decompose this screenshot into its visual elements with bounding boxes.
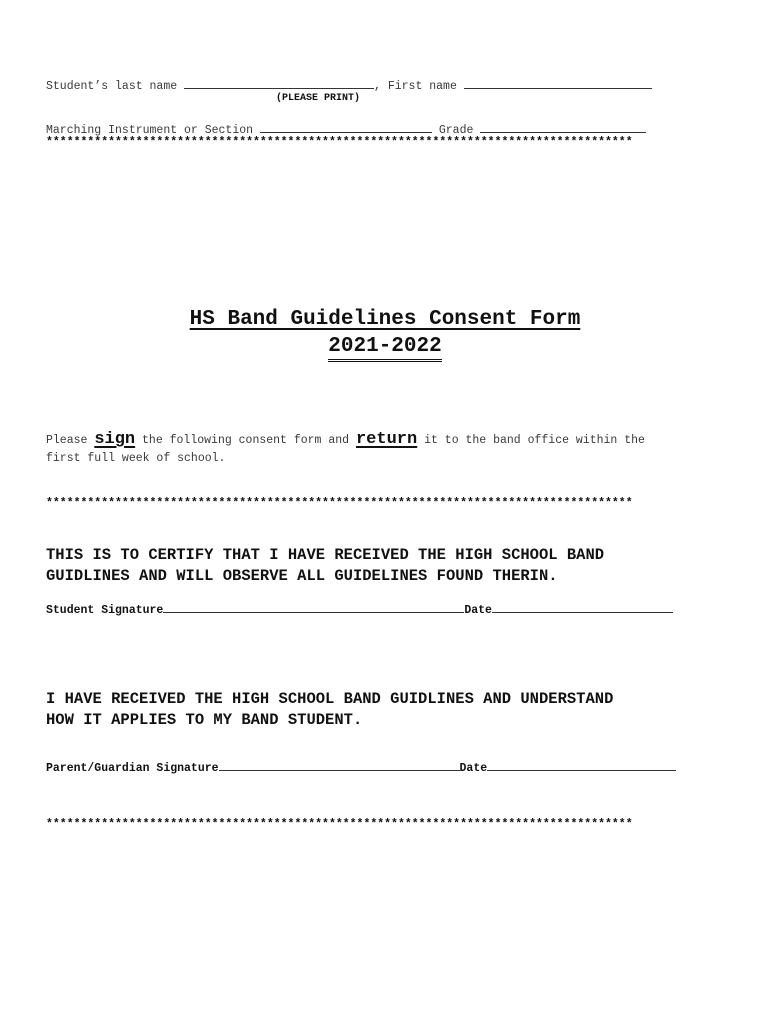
sign-emphasis: sign [94,430,136,449]
parent-statement-line1: I HAVE RECEIVED THE HIGH SCHOOL BAND GUIDLINES AND UNDERSTAND [46,690,614,708]
form-title: HS Band Guidelines Consent Form [189,308,581,331]
instructions-line1 [46,430,645,449]
parent-date-field[interactable] [487,759,676,771]
instructions-text-2: the following consent form and [135,434,356,447]
first-name-label: , First name [374,80,457,93]
instrument-row [46,121,646,137]
student-date-field[interactable] [492,601,673,613]
parent-date-label: Date [459,762,488,775]
student-date-label: Date [464,604,492,617]
last-name-label: Student’s last name [46,80,178,93]
instrument-field[interactable] [260,121,432,133]
grade-label: Grade [438,124,474,137]
student-signature-row [46,601,673,617]
instructions-line2: first full week of school. [46,452,226,465]
separator-top: ************************************************************************************* [46,136,633,149]
student-statement-line2: GUIDLINES AND WILL OBSERVE ALL GUIDELINES FOUND THERIN. [46,567,558,585]
parent-signature-label: Parent/Guardian Signature [46,762,219,775]
separator-bottom: ************************************************************************************* [46,818,633,831]
separator-middle: ************************************************************************************* [46,497,633,510]
student-signature-label: Student Signature [46,604,164,617]
return-emphasis: return [355,430,418,449]
form-year [0,335,770,358]
student-statement-line1: THIS IS TO CERTIFY THAT I HAVE RECEIVED THE HIGH SCHOOL BAND [46,546,605,564]
last-name-row [46,77,652,93]
form-year-text: 2021-2022 [328,335,441,362]
parent-statement-line2: HOW IT APPLIES TO MY BAND STUDENT. [46,711,363,729]
instructions-text-3: it to the band office within the [417,434,645,447]
grade-field[interactable] [480,121,646,133]
instructions-text-1: Please [46,434,95,447]
first-name-field[interactable] [464,77,652,89]
last-name-field[interactable] [184,77,374,89]
parent-signature-row [46,759,676,775]
student-signature-field[interactable] [163,601,464,613]
instrument-label: Marching Instrument or Section [46,124,254,137]
please-print-note: (PLEASE PRINT) [276,93,361,104]
parent-signature-field[interactable] [219,759,460,771]
